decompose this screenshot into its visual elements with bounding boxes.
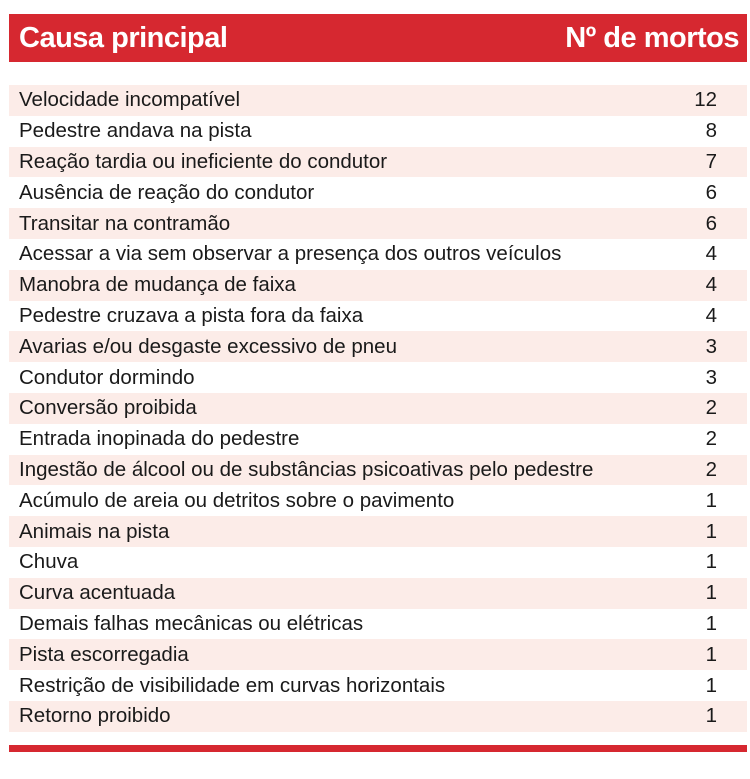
deaths-cell: 1 — [705, 642, 717, 666]
cause-cell: Chuva — [19, 550, 79, 574]
cause-cell: Demais falhas mecânicas ou elétricas — [19, 611, 364, 635]
cause-cell: Pedestre andava na pista — [19, 119, 252, 143]
cause-cell: Manobra de mudança de faixa — [19, 273, 296, 297]
deaths-cell: 1 — [705, 519, 717, 543]
deaths-cell: 1 — [705, 704, 717, 728]
header-cause: Causa principal — [19, 21, 228, 54]
table-row — [9, 301, 747, 332]
table-row — [9, 485, 747, 516]
table-row — [9, 547, 747, 578]
cause-cell: Condutor dormindo — [19, 365, 195, 389]
table-row — [9, 147, 747, 178]
table-row — [9, 670, 747, 701]
deaths-cell: 2 — [705, 457, 717, 481]
deaths-cell: 8 — [705, 119, 717, 143]
cause-cell: Reação tardia ou ineficiente do condutor — [19, 149, 388, 173]
table-row — [9, 393, 747, 424]
table-row — [9, 116, 747, 147]
deaths-cell: 1 — [705, 581, 717, 605]
table-row — [9, 331, 747, 362]
table-row — [9, 239, 747, 270]
deaths-cell: 1 — [705, 550, 717, 574]
cause-cell: Velocidade incompatível — [19, 88, 241, 112]
deaths-cell: 7 — [705, 149, 717, 173]
deaths-cell: 4 — [705, 303, 717, 327]
deaths-cell: 6 — [705, 180, 717, 204]
cause-cell: Conversão proibida — [19, 396, 197, 420]
cause-cell: Pista escorregadia — [19, 642, 189, 666]
table-row — [9, 455, 747, 486]
cause-cell: Transitar na contramão — [19, 211, 231, 235]
deaths-cell: 4 — [705, 242, 717, 266]
cause-cell: Retorno proibido — [19, 704, 171, 728]
deaths-cell: 6 — [705, 211, 717, 235]
deaths-cell: 2 — [705, 396, 717, 420]
table-row — [9, 362, 747, 393]
table-row — [9, 208, 747, 239]
cause-cell: Ausência de reação do condutor — [19, 180, 315, 204]
cause-cell: Entrada inopinada do pedestre — [19, 427, 300, 451]
table-header — [9, 14, 747, 62]
deaths-cell: 3 — [705, 365, 717, 389]
deaths-cell: 12 — [694, 88, 717, 112]
table-row — [9, 177, 747, 208]
footer-rule — [9, 745, 747, 752]
table-row — [9, 701, 747, 732]
cause-cell: Ingestão de álcool ou de substâncias psicoativas pelo pedestre — [19, 457, 594, 481]
deaths-cell: 2 — [705, 427, 717, 451]
cause-cell: Acessar a via sem observar a presença dos outros veículos — [19, 242, 562, 266]
cause-cell: Curva acentuada — [19, 581, 176, 605]
cause-cell: Pedestre cruzava a pista fora da faixa — [19, 303, 364, 327]
deaths-cell: 4 — [705, 273, 717, 297]
deaths-cell: 1 — [705, 611, 717, 635]
table-row — [9, 424, 747, 455]
table-row — [9, 85, 747, 116]
table-row — [9, 270, 747, 301]
cause-cell: Acúmulo de areia ou detritos sobre o pavimento — [19, 488, 455, 512]
table-row — [9, 578, 747, 609]
cause-cell: Avarias e/ou desgaste excessivo de pneu — [19, 334, 397, 358]
header-deaths: Nº de mortos — [565, 21, 739, 54]
table-row — [9, 639, 747, 670]
table-body — [9, 85, 747, 732]
cause-cell: Restrição de visibilidade em curvas horizontais — [19, 673, 446, 697]
deaths-cell: 1 — [705, 673, 717, 697]
deaths-cell: 1 — [705, 488, 717, 512]
table-row — [9, 516, 747, 547]
deaths-cell: 3 — [705, 334, 717, 358]
cause-cell: Animais na pista — [19, 519, 170, 543]
table-row — [9, 609, 747, 640]
